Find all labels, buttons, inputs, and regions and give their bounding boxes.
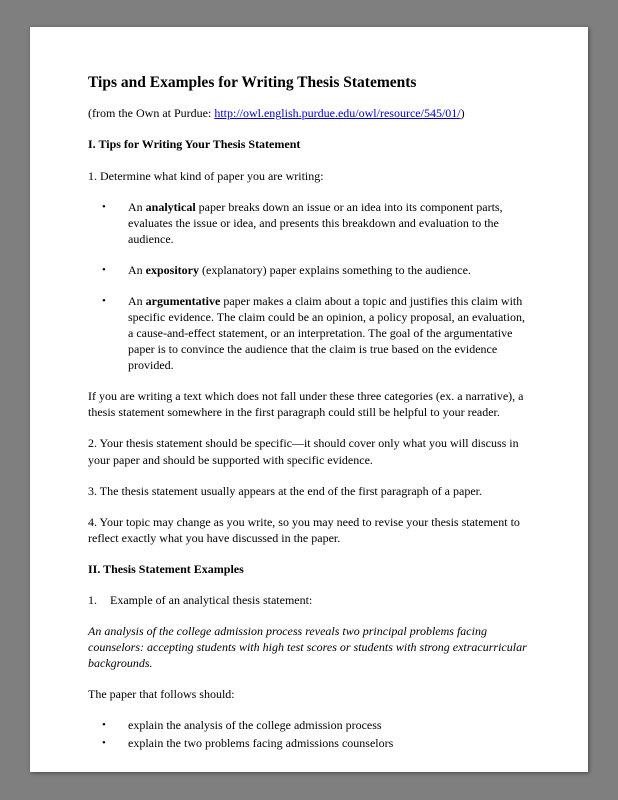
tip-1: 1. Determine what kind of paper you are writing: [88,168,324,183]
section-heading-tips: I. Tips for Writing Your Thesis Statement [88,137,301,152]
bullet-pre: An [128,199,146,214]
example-number: 1. [88,592,97,607]
bullet-keyword: argumentative [145,293,221,308]
follow-bullet-text: explain the analysis of the college admission process [128,718,382,733]
bullet-text [128,262,530,278]
source-link[interactable]: http://owl.english.purdue.edu/owl/resource/545/01/ [214,106,461,121]
example-item-label [88,592,530,608]
source-line [88,105,530,121]
bullet-post: (explanatory) paper explains something to the audience. [199,262,471,277]
tip-2: 2. Your thesis statement should be specific—it should cover only what you will discuss in your paper and should be supported with specific evidence. [88,436,519,467]
bullet-icon: • [102,294,106,307]
narrative-note: If you are writing a text which does not fall under these three categories (ex. a narrative), a thesis statement somewhere in the first paragraph could still be helpful to your reader. [88,389,524,420]
tip-4: 4. Your topic may change as you write, so you may need to revise your thesis statement to reflect exactly what you have discussed in the paper. [88,514,520,545]
bullet-text [128,293,530,373]
bullet-post: paper breaks down an issue or an idea into its component parts, evaluates the issue or idea, and presents this breakdown and evaluation to the audience. [128,199,503,246]
bullet-item-argumentative [102,293,530,373]
source-prefix: (from the Own at Purdue: [88,106,215,121]
example-label-text: Example of an analytical thesis statement: [110,592,313,607]
paper-type-list [102,199,530,374]
tip-3: 3. The thesis statement usually appears at the end of the first paragraph of a paper. [88,483,482,498]
document-page [30,27,588,772]
follow-bullet-text: explain the two problems facing admissions counselors [128,736,394,751]
bullet-icon: • [102,263,106,276]
follow-bullet-item [102,717,530,733]
bullet-pre: An [128,262,146,277]
source-suffix: ) [460,106,465,121]
bullet-keyword: expository [145,262,199,277]
section-heading-examples: II. Thesis Statement Examples [88,561,244,576]
bullet-keyword: analytical [145,199,196,214]
page-title: Tips and Examples for Writing Thesis Statements [88,74,417,91]
example-thesis-statement: An analysis of the college admission process reveals two principal problems facing counselors: accepting students with high test scores or students with strong extracurricular backgrounds. [88,624,527,671]
follows-label: The paper that follows should: [88,687,235,702]
bullet-pre: An [128,293,146,308]
bullet-icon: • [102,737,106,750]
bullet-icon: • [102,200,106,213]
bullet-post: paper makes a claim about a topic and justifies this claim with specific evidence. The claim could be an opinion, a policy proposal, an evaluation, a cause-and-effect statement, or an interpretation. The goal of the argumentative paper is to convince the audience that the claim is true based on the evidence provided. [128,293,525,373]
bullet-item-analytical [102,199,530,247]
bullet-icon: • [102,719,106,732]
follow-bullet-item [102,735,530,751]
bullet-text [128,199,530,247]
bullet-item-expository [102,262,530,278]
follows-list [102,717,530,751]
